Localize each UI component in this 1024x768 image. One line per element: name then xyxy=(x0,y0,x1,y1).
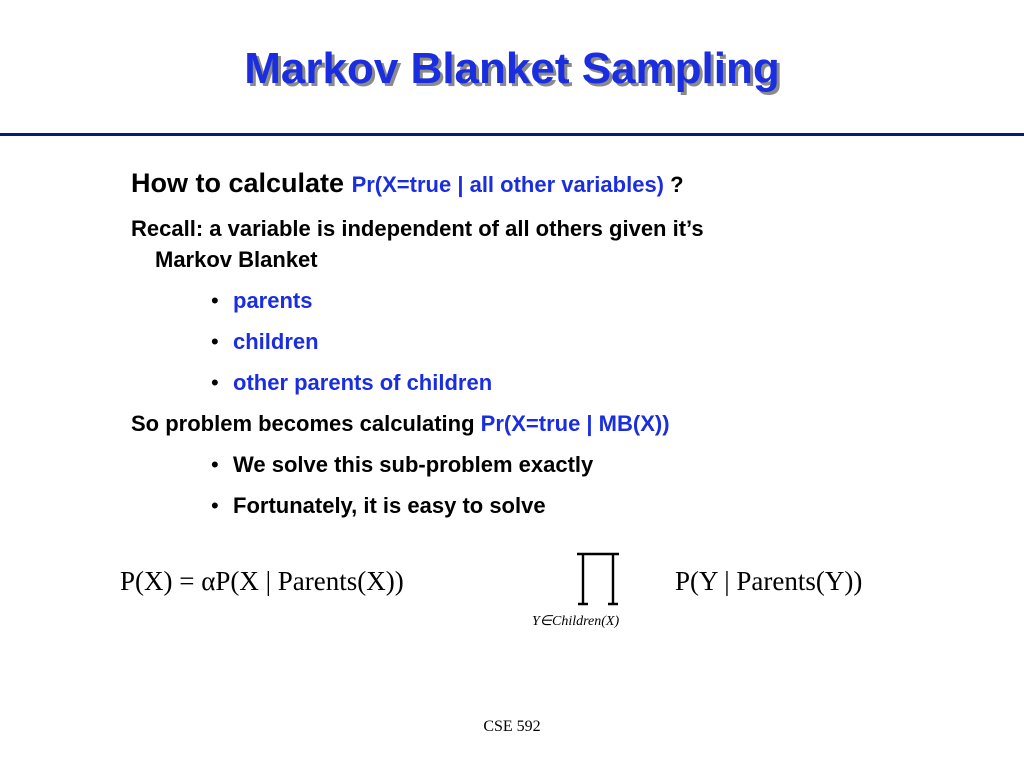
product-symbol xyxy=(575,552,621,606)
mb-item-label: children xyxy=(233,329,319,354)
bullet-marker: • xyxy=(211,288,219,313)
mb-item-parents xyxy=(211,288,313,314)
mb-item-children xyxy=(211,329,319,355)
slide-footer: CSE 592 xyxy=(483,718,541,735)
mb-item-label: parents xyxy=(233,288,313,313)
bullet-marker: • xyxy=(211,493,219,518)
bullet-marker: • xyxy=(211,452,219,477)
equation-rhs: P(Y | Parents(Y)) xyxy=(675,566,863,596)
equation-lhs: P(X) = αP(X | Parents(X)) xyxy=(120,566,404,596)
problem-expression: Pr(X=true | MB(X)) xyxy=(480,411,670,436)
note-easy-to-solve xyxy=(211,493,546,519)
question-line xyxy=(131,168,684,199)
title-divider xyxy=(0,133,1024,136)
mb-item-label: other parents of children xyxy=(233,370,493,395)
bullet-marker: • xyxy=(211,329,219,354)
problem-prefix: So problem becomes calculating xyxy=(131,411,481,436)
problem-line xyxy=(131,411,670,437)
note-label: Fortunately, it is easy to solve xyxy=(233,493,546,518)
note-solve-exactly xyxy=(211,452,594,478)
slide-title: Markov Blanket Sampling xyxy=(244,44,780,93)
bullet-marker: • xyxy=(211,370,219,395)
product-subscript: Y∈Children(X) xyxy=(532,614,620,629)
mb-item-other-parents xyxy=(211,370,493,396)
question-expression: Pr(X=true | all other variables) xyxy=(351,172,664,197)
recall-line-2: Markov Blanket xyxy=(155,247,318,272)
note-label: We solve this sub-problem exactly xyxy=(233,452,594,477)
question-suffix: ? xyxy=(664,172,684,197)
question-prefix: How to calculate xyxy=(131,168,352,198)
recall-line-1: Recall: a variable is independent of all others given it’s xyxy=(131,216,704,241)
